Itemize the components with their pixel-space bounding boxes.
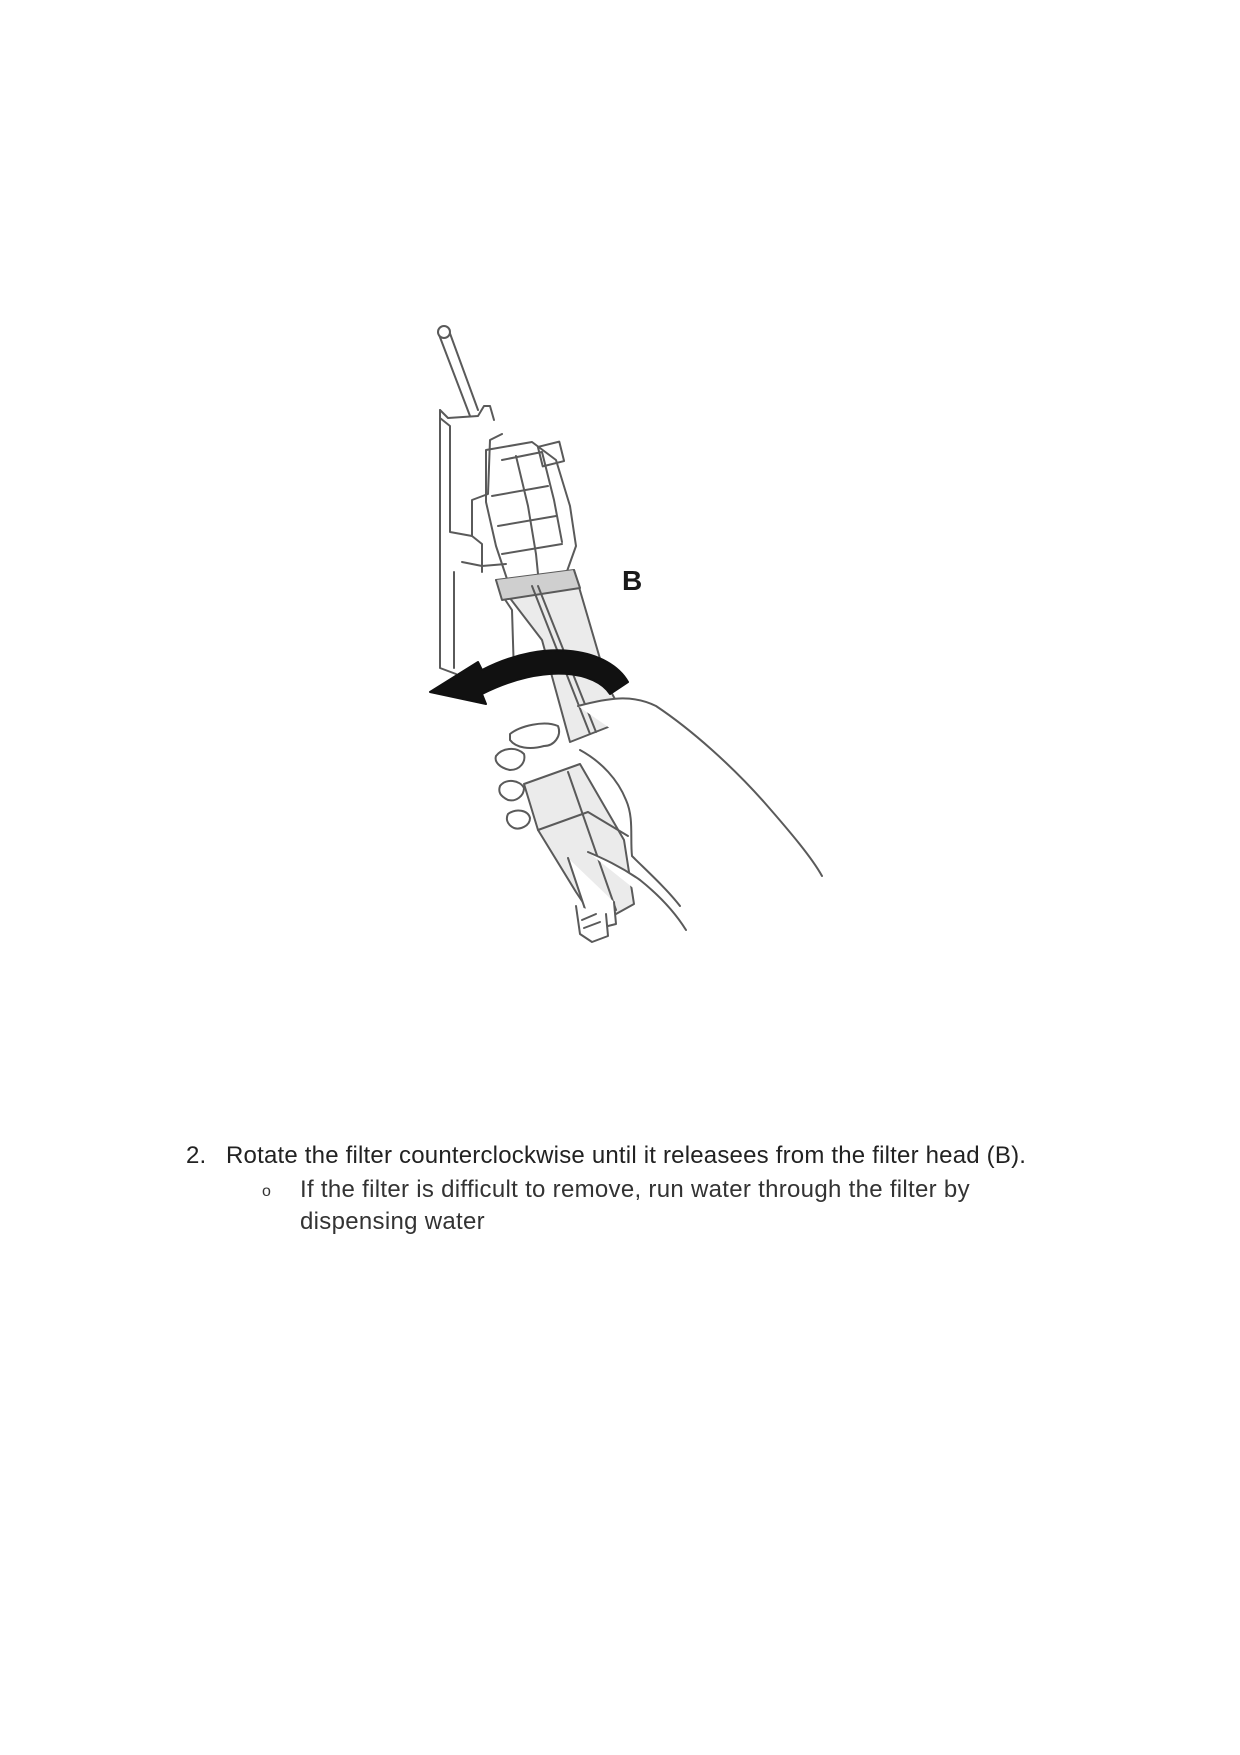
filter-removal-drawing — [420, 310, 880, 960]
instruction-step — [186, 1140, 1126, 1172]
filter-rod — [438, 326, 478, 416]
filter-head — [486, 442, 576, 582]
instruction-sub-bullet — [262, 1174, 1062, 1238]
step-text: Rotate the filter counterclockwise until it releasees from the filter head (B). — [226, 1142, 1027, 1169]
filter-removal-illustration — [420, 310, 880, 960]
callout-label-b: B — [622, 565, 643, 596]
step-number: 2. — [186, 1142, 207, 1169]
bullet-marker-icon: o — [262, 1183, 272, 1200]
sub-bullet-text: If the filter is difficult to remove, run water through the filter by dispensing water — [300, 1176, 970, 1235]
filter-housing — [440, 406, 514, 692]
